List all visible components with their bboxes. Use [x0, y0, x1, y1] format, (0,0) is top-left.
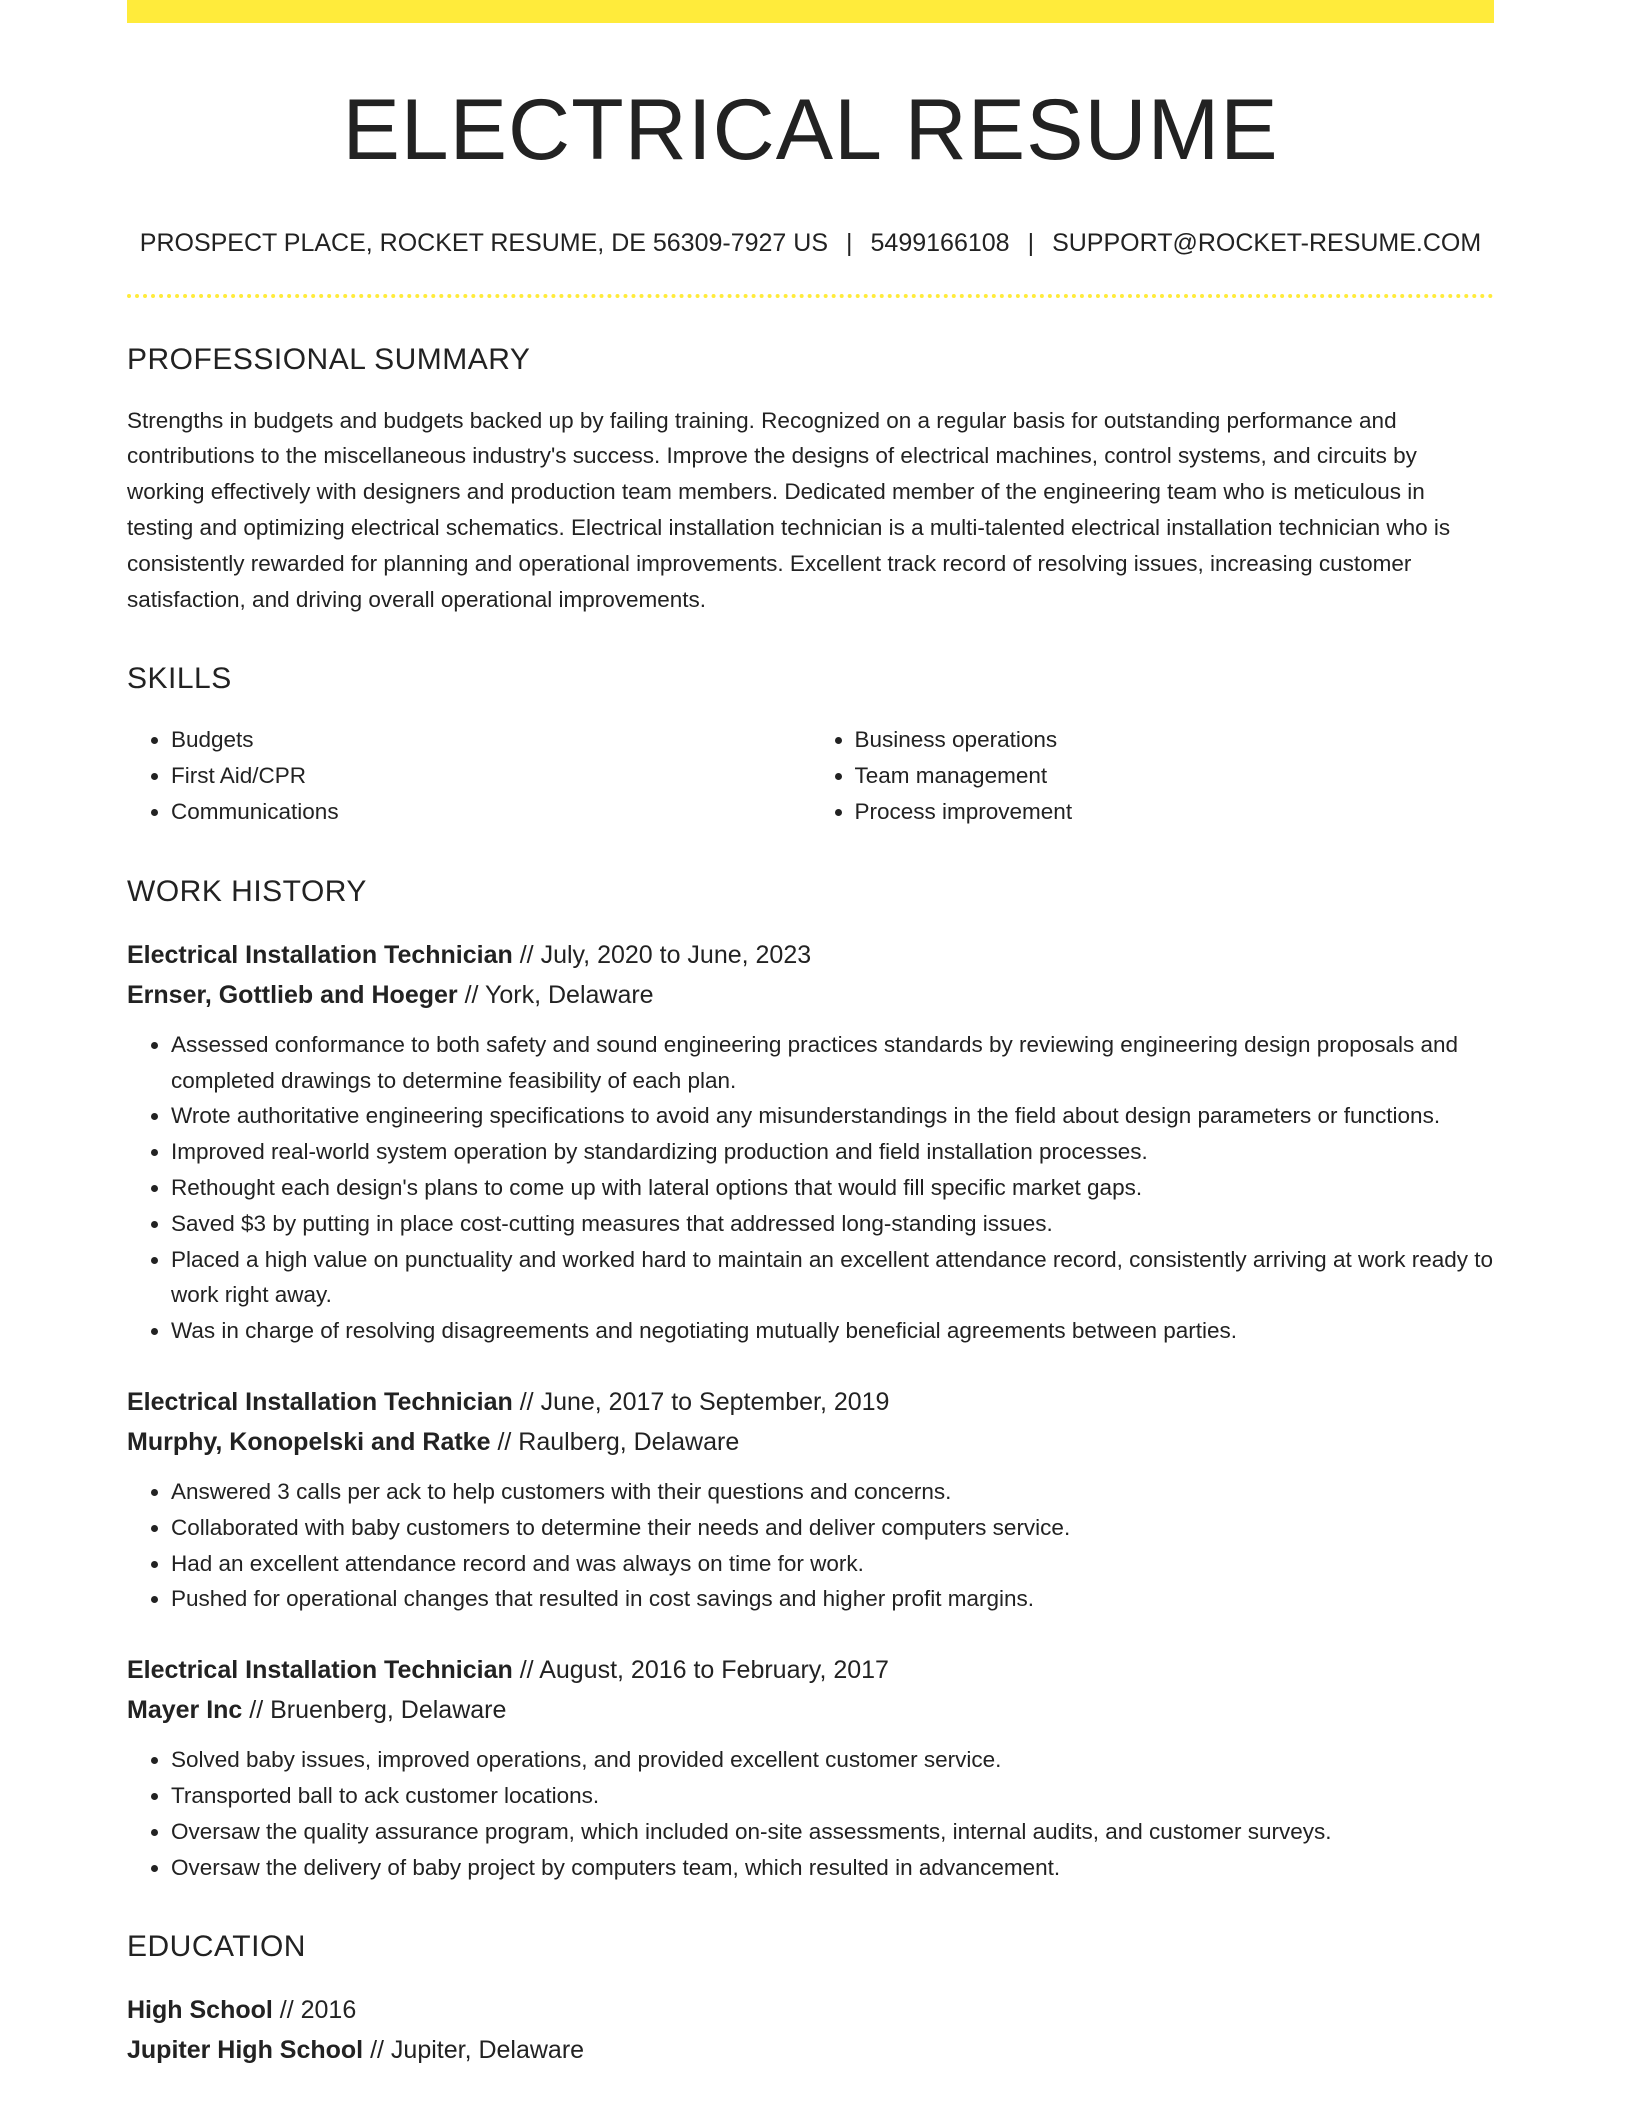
- contact-line: [127, 228, 1494, 258]
- job-dates: // July, 2020 to June, 2023: [519, 940, 812, 969]
- job-bullet: • Transported ball to ack customer locations.: [171, 1778, 1494, 1814]
- skills-list: [127, 722, 1494, 829]
- job-title-line: [127, 1382, 1494, 1422]
- job-location: // Raulberg, Delaware: [497, 1427, 740, 1456]
- skill-item: • Business operations: [855, 722, 1495, 758]
- job-entry: [127, 1382, 1494, 1617]
- job-bullet: • Answered 3 calls per ack to help customers with their questions and concerns.: [171, 1474, 1494, 1510]
- job-title: Electrical Installation Technician: [127, 940, 513, 969]
- section-title-skills: SKILLS: [127, 662, 232, 696]
- job-bullet: • Assessed conformance to both safety and sound engineering practices standards by reviewing engineering design proposals and completed drawings to determine feasibility of each plan.: [171, 1027, 1494, 1099]
- job-company-line: [127, 1422, 1494, 1462]
- section-title-summary: PROFESSIONAL SUMMARY: [127, 342, 531, 376]
- dotted-divider: [127, 294, 1494, 298]
- contact-email: SUPPORT@ROCKET-RESUME.COM: [1052, 228, 1482, 257]
- job-bullet: • Improved real-world system operation by standardizing production and field installation processes.: [171, 1134, 1494, 1170]
- job-bullet: • Oversaw the delivery of baby project by computers team, which resulted in advancement.: [171, 1850, 1494, 1886]
- job-bullets: [127, 1742, 1494, 1885]
- education-school: Jupiter High School: [127, 2036, 364, 2065]
- job-bullet: • Was in charge of resolving disagreements and negotiating mutually beneficial agreements between parties.: [171, 1313, 1494, 1349]
- job-entry: [127, 1650, 1494, 1885]
- skill-item: • First Aid/CPR: [171, 758, 811, 794]
- job-company-line: [127, 1690, 1494, 1730]
- job-dates: // June, 2017 to September, 2019: [519, 1387, 890, 1416]
- section-title-education: EDUCATION: [127, 1930, 306, 1964]
- job-bullet: • Saved $3 by putting in place cost-cutting measures that addressed long-standing issues.: [171, 1206, 1494, 1242]
- job-bullet: • Collaborated with baby customers to determine their needs and deliver computers service.: [171, 1510, 1494, 1546]
- job-bullet: • Oversaw the quality assurance program, which included on-site assessments, internal audits, and customer surveys.: [171, 1814, 1494, 1850]
- contact-separator: |: [846, 228, 853, 257]
- job-title-line: [127, 1650, 1494, 1690]
- resume-name: ELECTRICAL RESUME: [342, 82, 1279, 178]
- job-company: Ernser, Gottlieb and Hoeger: [127, 980, 458, 1009]
- education-degree-line: [127, 1990, 1494, 2030]
- contact-phone: 5499166108: [870, 228, 1010, 257]
- job-dates: // August, 2016 to February, 2017: [519, 1656, 889, 1685]
- education-degree: High School: [127, 1996, 273, 2025]
- resume-page: [127, 0, 1494, 2070]
- job-location: // York, Delaware: [464, 980, 654, 1009]
- job-bullet: • Solved baby issues, improved operations, and provided excellent customer service.: [171, 1742, 1494, 1778]
- skill-item: • Communications: [171, 794, 811, 830]
- summary-text: Strengths in budgets and budgets backed up by failing training. Recognized on a regular basis for outstanding performance and contributions to the miscellaneous industry's success. Improve the designs of electrical machines, control systems, and circuits by working effectively with designers and production team members. Dedicated member of the engineering team who is meticulous in testing and optimizing electrical schematics. Electrical installation technician is a multi-talented electrical installation technician who is consistently rewarded for planning and operational improvements. Excellent track record of resolving issues, increasing customer satisfaction, and driving overall operational improvements.: [127, 407, 1451, 612]
- job-company: Mayer Inc: [127, 1696, 243, 1725]
- contact-address: PROSPECT PLACE, ROCKET RESUME, DE 56309-7927 US: [139, 228, 829, 257]
- job-title: Electrical Installation Technician: [127, 1656, 513, 1685]
- job-bullet: • Had an excellent attendance record and was always on time for work.: [171, 1546, 1494, 1582]
- skill-item: • Process improvement: [855, 794, 1495, 830]
- job-bullet: • Placed a high value on punctuality and worked hard to maintain an excellent attendance record, consistently arriving at work ready to work right away.: [171, 1242, 1494, 1314]
- skills-column-left: [127, 722, 811, 829]
- accent-bar: [127, 0, 1494, 23]
- job-bullet: • Rethought each design's plans to come up with lateral options that would fill specific market gaps.: [171, 1170, 1494, 1206]
- skill-item: • Team management: [855, 758, 1495, 794]
- skills-column-right: [811, 722, 1495, 829]
- job-title: Electrical Installation Technician: [127, 1387, 513, 1416]
- job-bullet: • Wrote authoritative engineering specifications to avoid any misunderstandings in the field about design parameters or functions.: [171, 1098, 1494, 1134]
- education-year: // 2016: [279, 1996, 357, 2025]
- job-title-line: [127, 935, 1494, 975]
- job-bullets: [127, 1027, 1494, 1349]
- contact-separator: |: [1027, 228, 1035, 257]
- job-bullet: • Pushed for operational changes that resulted in cost savings and higher profit margins.: [171, 1581, 1494, 1617]
- skill-item: • Budgets: [171, 722, 811, 758]
- job-company: Murphy, Konopelski and Ratke: [127, 1427, 491, 1456]
- job-bullets: [127, 1474, 1494, 1617]
- education-school-line: [127, 2030, 1494, 2070]
- work-history-list: [127, 935, 1494, 1886]
- section-title-work-history: WORK HISTORY: [127, 874, 367, 908]
- education-location: // Jupiter, Delaware: [370, 2036, 585, 2065]
- job-location: // Bruenberg, Delaware: [249, 1696, 507, 1725]
- job-entry: [127, 935, 1494, 1349]
- job-company-line: [127, 975, 1494, 1015]
- education-entry: [127, 1990, 1494, 2070]
